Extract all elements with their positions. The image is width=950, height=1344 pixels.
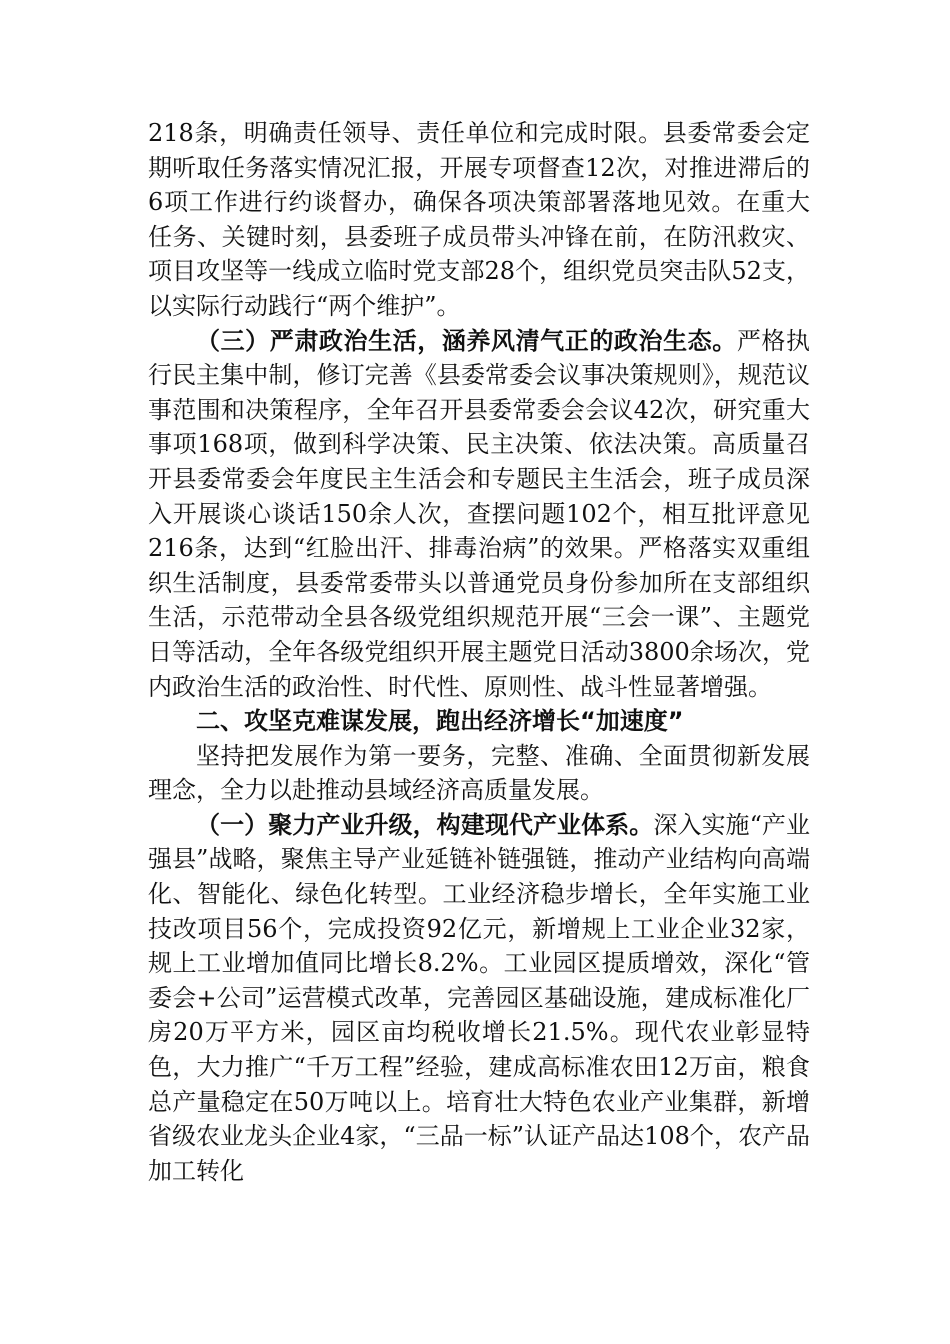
paragraph-subsection-1 bbox=[148, 808, 810, 1189]
subsection-1-body: 深入实施“产业强县”战略，聚焦主导产业延链补链强链，推动产业结构向高端化、智能化、绿色化转型。工业经济稳步增长，全年实施工业技改项目56个，完成投资92亿元，新增规上工业企业32家，规上工业增加值同比增长8.2%。工业园区提质增效，深化“管委会+公司”运营模式改革，完善园区基础设施，建成标准化厂房20万平方米，园区亩均税收增长21.5%。现代农业彰显特色，大力推广“千万工程”经验，建成高标准农田12万亩，粮食总产量稳定在50万吨以上。培育壮大特色农业产业集群，新增省级农业龙头企业4家，“三品一标”认证产品达108个，农产品加工转化 bbox=[148, 810, 810, 1185]
section-2-heading: 二、攻坚克难谋发展，跑出经济增长“加速度” bbox=[196, 707, 684, 736]
subsection-3-body: 严格执行民主集中制，修订完善《县委常委会议事决策规则》，规范议事范围和决策程序，全年召开县委常委会会议42次，研究重大事项168项，做到科学决策、民主决策、依法决策。高质量召开县委常委会年度民主生活会和专题民主生活会，班子成员深入开展谈心谈话150余人次，查摆问题102个，相互批评意见216条，达到“红脸出汗、排毒治病”的效果。严格落实双重组织生活制度，县委常委带头以普通党员身份参加所在支部组织生活，示范带动全县各级党组织规范开展“三会一课”、主题党日等活动，全年各级党组织开展主题党日活动3800余场次，党内政治生活的政治性、时代性、原则性、战斗性显著增强。 bbox=[148, 326, 811, 701]
subsection-1-heading: （一）聚力产业升级，构建现代产业体系。 bbox=[196, 809, 654, 839]
section-2-intro: 坚持把发展作为第一要务，完整、准确、全面贯彻新发展理念，全力以赴推动县域经济高质量发展。 bbox=[148, 741, 810, 805]
paragraph-subsection-3 bbox=[148, 324, 810, 705]
subsection-3-heading: （三）严肃政治生活，涵养风清气正的政治生态。 bbox=[196, 325, 737, 355]
paragraph-continuation: 218条，明确责任领导、责任单位和完成时限。县委常委会定期听取任务落实情况汇报，开展专项督查12次，对推进滞后的6项工作进行约谈督办，确保各项决策部署落地见效。在重大任务、关键时刻，县委班子成员带头冲锋在前，在防汛救灾、项目攻坚等一线成立临时党支部28个，组织党员突击队52支，以实际行动践行“两个维护”。 bbox=[148, 119, 810, 320]
document-body bbox=[148, 116, 810, 1188]
